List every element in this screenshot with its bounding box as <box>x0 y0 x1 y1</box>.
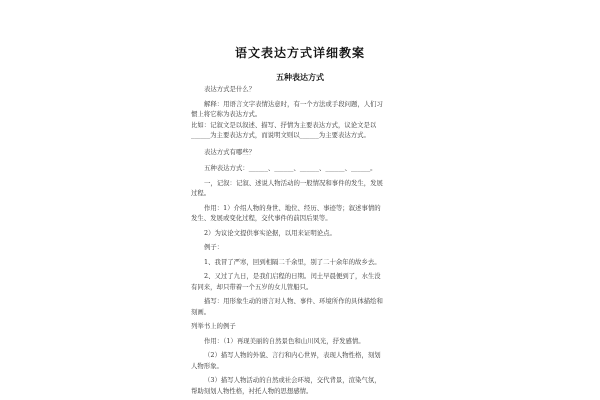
paragraph-line: ______为主要表达方式，而说明文则以______为主要表达方式。 <box>191 131 370 139</box>
paragraph-line: 一，记叙：记叙、述说人物活动的一般情况和事件的发生，发展 <box>204 178 383 187</box>
paragraph-line: 帮助刻划人物性格，衬托人物的思想感情。 <box>191 386 313 395</box>
paragraph-line: 作用：（1）再现美丽的自然景色和山川风光，抒发感情。 <box>204 336 365 345</box>
paragraph-line: （3）描写人物活动的自然或社会环境，交代背景，渲染气氛， <box>204 376 381 384</box>
paragraph-line: 列举书上的例子 <box>191 322 236 330</box>
document-body <box>191 84 417 396</box>
paragraph-line: 发生、发展或变化过程，交代事件的前因后果等。 <box>191 214 332 222</box>
paragraph-line: 2、又过了九日，是我们启程的日期。闰土早晨便到了，水生没 <box>204 272 381 280</box>
document-title: 语文表达方式详细教案 <box>234 46 365 60</box>
paragraph-line: 作用：1）介绍人物的身世、地位、经历、事迹等；叙述事情的 <box>204 203 381 212</box>
paragraph-line: （2）描写人物的外貌、言行和内心世界，表现人物性格，刻划 <box>204 351 381 359</box>
paragraph-line: 有同来，却只带着一个五岁的女儿管船只。 <box>191 282 313 291</box>
paragraph-line: 例子： <box>204 243 224 251</box>
paragraph-line: 2）为议论文提供事实论据，以用来证明论点。 <box>204 228 336 237</box>
section-subtitle: 五种表达方式 <box>276 72 324 82</box>
question-heading: 表达方式有哪些？ <box>204 147 256 156</box>
paragraph-line: 过程。 <box>191 189 211 197</box>
paragraph-line: 人物形象。 <box>191 361 223 370</box>
question-heading: 表达方式是什么？ <box>204 85 256 93</box>
paragraph-line: 描写：用形象生动的语言对人物、事件、环境所作的具体描绘和 <box>204 297 383 305</box>
paragraph-line: 五种表达方式：______、______、______、______、______。 <box>204 164 377 172</box>
paragraph-line: 惯上将它称为表达方式。 <box>191 110 262 118</box>
paragraph-line: 比如：记叙文是以叙述、描写、抒情为主要表达方式，议论文是以 <box>191 120 377 129</box>
paragraph-line: 解释：用语言文字表情达意时，有一个方法或手段问题，人们习 <box>204 99 383 108</box>
paragraph-line: 刻画。 <box>191 307 211 316</box>
paragraph-line: 1、我冒了严寒，回到相隔二千余里，别了二十余年的故乡去。 <box>204 257 381 266</box>
